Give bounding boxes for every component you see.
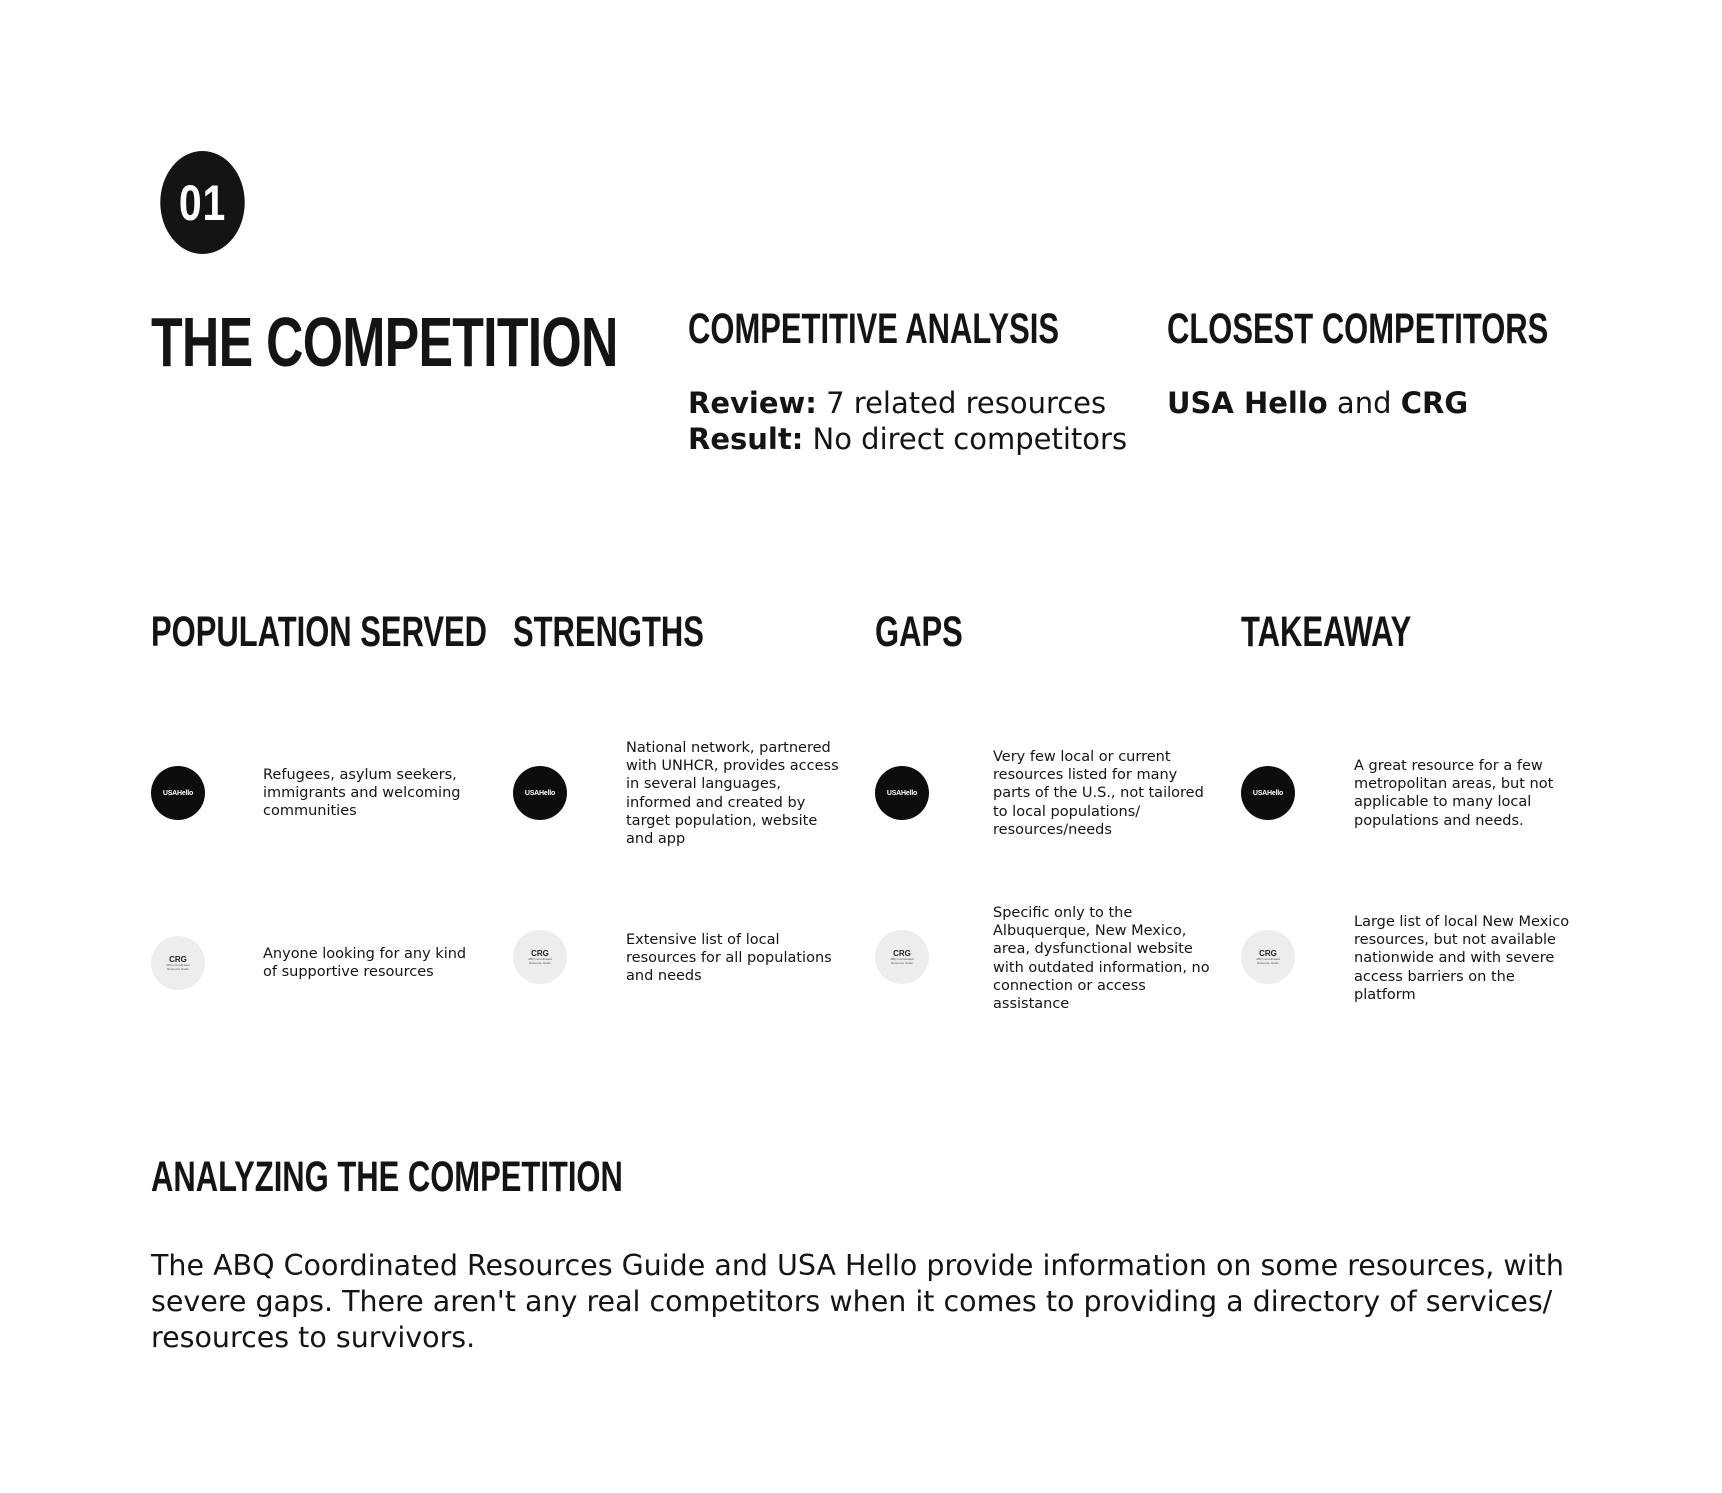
review-value: 7 related resources [816,386,1107,420]
crg-logo-text: CRG [1259,949,1277,958]
closest-competitors-summary [1167,385,1468,421]
result-value: No direct competitors [803,422,1128,456]
crg-logo-subtitle: ABQ Coordinated Resource Guide [890,957,914,965]
usa-hello-takeaway-text: A great resource for a few metropolitan areas, but not applicable to many local populations and needs. [1354,758,1554,829]
crg-logo-subtitle: ABQ Coordinated Resource Guide [166,963,190,971]
result-label: Result: [688,422,804,456]
column-heading-population-served: POPULATION SERVED [151,608,488,656]
crg-strengths-text: Extensive list of local resources for all populations and needs [626,932,832,985]
usa-hello-logo [151,766,205,820]
crg-logo-subtitle: ABQ Coordinated Resource Guide [528,957,552,965]
usa-hello-population-text: Refugees, asylum seekers, immigrants and welcoming communities [263,767,461,820]
section-number-badge [160,151,244,254]
crg-gaps-text: Specific only to the Albuquerque, New Mexico, area, dysfunctional website with outdated information, no connection or access assistance [993,905,1210,1013]
analyzing-competition-heading: ANALYZING THE COMPETITION [151,1153,623,1201]
usa-hello-logo [513,766,567,820]
section-number: 01 [178,174,227,231]
crg-logo [875,930,929,984]
result-line [688,421,1127,457]
review-label: Review: [688,386,817,420]
usa-hello-logo-text: USAHello [162,789,194,797]
competitor-crg: CRG [1400,386,1469,420]
competitive-analysis-summary [688,385,1127,457]
crg-logo [151,936,205,990]
usa-hello-gaps-text: Very few local or current resources listed for many parts of the U.S., not tailored to local populations/ resources/needs [993,749,1204,838]
usa-hello-logo-text: USAHello [886,789,918,797]
crg-logo-text: CRG [531,949,549,958]
competitor-connector: and [1327,386,1401,420]
competitor-usa-hello: USA Hello [1167,386,1328,420]
crg-logo-subtitle: ABQ Coordinated Resource Guide [1256,957,1280,965]
usa-hello-logo [1241,766,1295,820]
page-title: THE COMPETITION [151,303,618,381]
crg-takeaway-text: Large list of local New Mexico resources, but not available nationwide and with severe access barriers on the platform [1354,914,1570,1003]
usa-hello-logo-text: USAHello [1252,789,1284,797]
crg-population-text: Anyone looking for any kind of supportive resources [263,946,467,981]
crg-logo-text: CRG [893,949,911,958]
closest-competitors-heading: CLOSEST COMPETITORS [1167,305,1549,353]
column-heading-takeaway: TAKEAWAY [1241,608,1412,656]
crg-logo [1241,930,1295,984]
column-heading-gaps: GAPS [875,608,963,656]
crg-logo [513,930,567,984]
usa-hello-strengths-text: National network, partnered with UNHCR, provides access in several languages, informed and created by target population, website and app [626,740,839,848]
usa-hello-logo-text: USAHello [524,789,556,797]
competitive-analysis-heading: COMPETITIVE ANALYSIS [688,305,1060,353]
review-line [688,385,1127,421]
crg-logo-text: CRG [169,955,187,964]
column-heading-strengths: STRENGTHS [513,608,704,656]
analyzing-competition-paragraph: The ABQ Coordinated Resources Guide and USA Hello provide information on some resources, with severe gaps. There aren't any real competitors when it comes to providing a directory of services/ resources to survivors. [151,1249,1564,1354]
usa-hello-logo [875,766,929,820]
